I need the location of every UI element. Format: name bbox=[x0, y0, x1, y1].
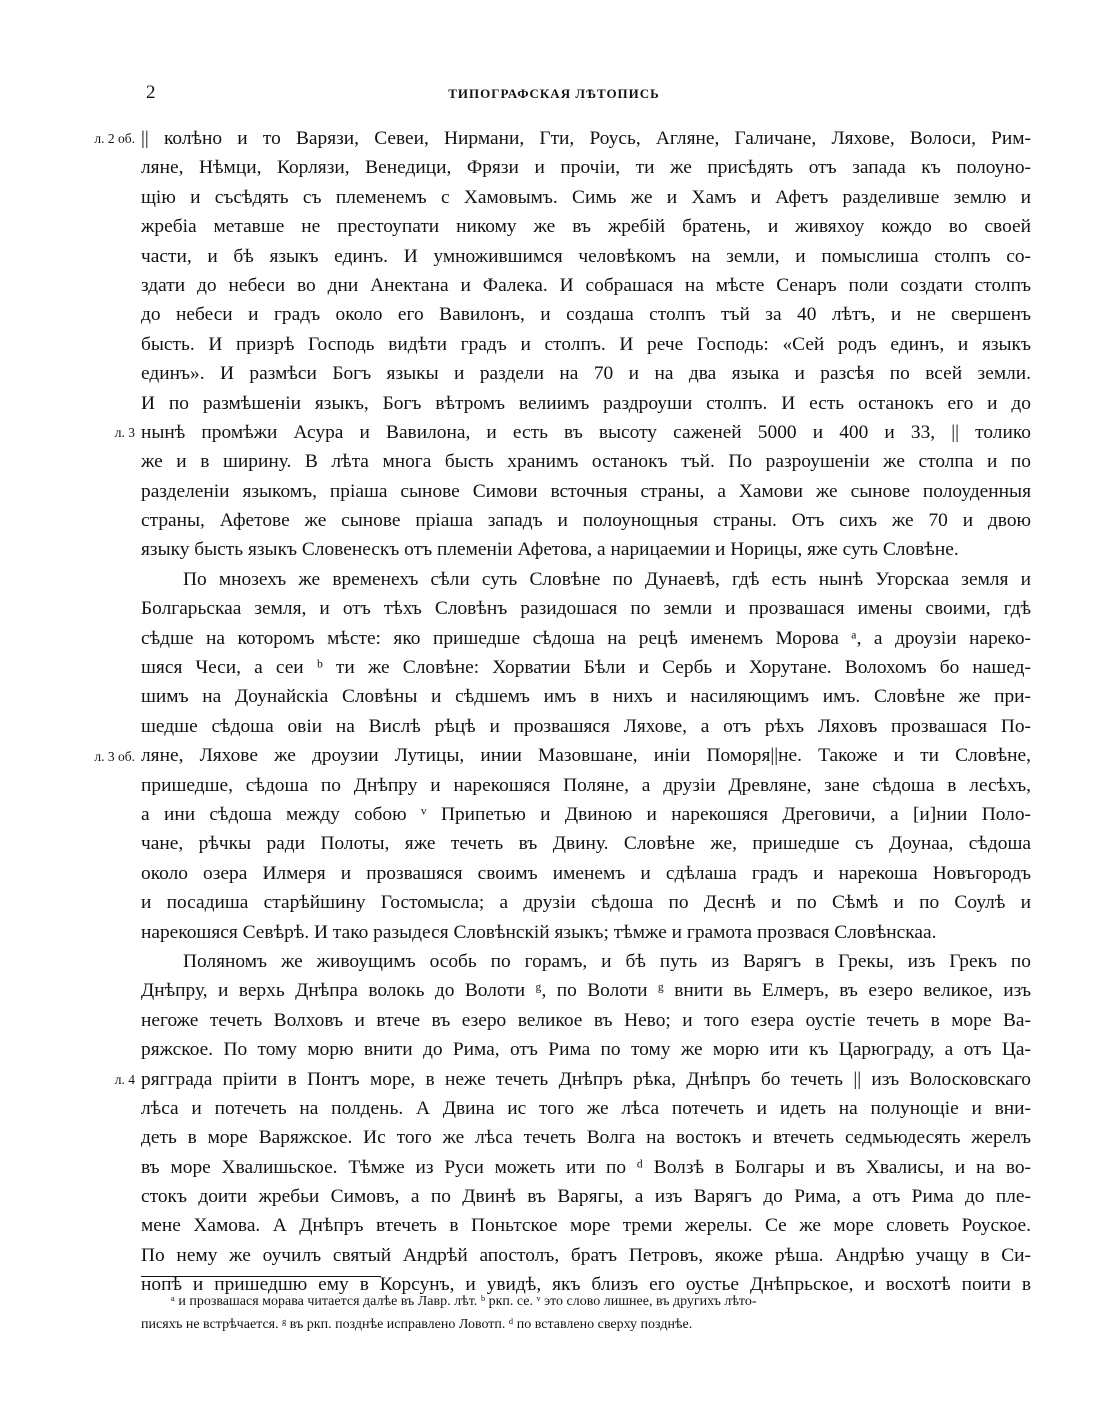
text-line: ряжское. По тому морю внити до Рима, отъ Рима по тому же морю ити къ Царюграду, а отъ Ца- bbox=[141, 1039, 1031, 1061]
text-line: стокъ доити жребьи Симовъ, а по Двинѣ въ Варягы, а изъ Варягъ до Рима, а отъ Рима до пле- bbox=[141, 1186, 1031, 1208]
text-line: въ море Хвалишьское. Тѣмже из Руси можеть ити по ᵈ Волзѣ в Болгары и въ Хвалисы, и на во- bbox=[141, 1156, 1031, 1178]
running-title: ТИПОГРАФСКАЯ ЛѢТОПИСЬ bbox=[448, 86, 660, 101]
text-line: нынѣ промѣжи Асура и Вавилона, и есть въ высоту саженей 5000 и 400 и 33, || толико bbox=[141, 421, 1031, 443]
footnotes bbox=[141, 1290, 1031, 1336]
text-line: около озера Илмеря и прозвашяся своимъ именемъ и сдѣлаша градъ и нарекоша Новъгородъ bbox=[141, 862, 1031, 884]
text-line: Днѣпру, и верхь Днѣпра волокь до Волоти ᵍ, по Волоти ᵍ внити вь Елмеръ, въ езеро великое, изъ bbox=[141, 980, 1031, 1002]
footnote-line: ᵃ и прозвашася морава читается далѣе въ Лавр. лѣт. ᵇ ркп. се. ᵛ это слово лишнее, въ другихъ лѣто- bbox=[171, 1294, 757, 1309]
text-line: пришедше, сѣдоша по Днѣпру и нарекошяся Поляне, а друзіи Древляне, зане сѣдоша в лесѣхъ, bbox=[141, 774, 1031, 796]
page-number: 2 bbox=[146, 82, 156, 103]
margin-note: л. 3 bbox=[114, 425, 135, 440]
text-line: По мнозехъ же временехъ сѣли суть Словѣне по Дунаевѣ, гдѣ есть нынѣ Угорскаа земля и bbox=[183, 568, 1031, 590]
text-line: ляне, Нѣмци, Корлязи, Венедици, Фрязи и прочіи, ти же присѣдять отъ запада къ полоуно- bbox=[141, 157, 1031, 179]
text-line: же и в ширину. В лѣта многа бысть хранимъ останокъ тъй. По разроушеніи же столпа и по bbox=[141, 451, 1031, 473]
text-line: негоже течеть Волховъ и втече въ езеро великое въ Нево; и того езера оустіе течеть в море Ва- bbox=[141, 1009, 1031, 1031]
text-line: шимъ на Доунайскіа Словѣны и сѣдшемъ имъ в нихъ и насиляющимъ имъ. Словѣне же при- bbox=[141, 686, 1031, 708]
text-line: а ини сѣдоша между собою ᵛ Припетью и Двиною и нарекошяся Дреговичи, а [и]нии Поло- bbox=[141, 803, 1031, 825]
text-line: сѣдше на которомъ мѣсте: яко пришедше сѣдоша на рецѣ именемъ Морова ᵃ, а дроузіи нареко- bbox=[141, 627, 1031, 649]
text-line: лѣса и потечеть на полдень. А Двина ис того же лѣса потечеть и идеть на полунощіе и вни- bbox=[141, 1097, 1031, 1119]
margin-note: л. 4 bbox=[114, 1072, 135, 1087]
footnote-line: писяхъ не встрѣчается. ᵍ въ ркп. позднѣе исправлено Ловотп. ᵈ по вставлено сверху позднѣе. bbox=[141, 1317, 693, 1332]
text-line: и посадиша старѣйшину Гостомысла; а друзіи сѣдоша по Деснѣ и по Сѣмѣ и по Соулѣ и bbox=[141, 892, 1031, 914]
text-line: Болгарьскаа земля, и отъ тѣхъ Словѣнъ разидошася по земли и прозвашася имены своими, гдѣ bbox=[141, 598, 1031, 620]
margin-note: л. 3 об. bbox=[94, 749, 135, 764]
text-line: рягграда прiити в Понтъ море, в неже течеть Днѣпръ рѣка, Днѣпръ бо течеть || изъ Волосковскаго bbox=[141, 1068, 1031, 1090]
text-line: щію и съсѣдять съ племенемъ с Хамовымъ. Симь же и Хамъ и Афетъ разделивше землю и bbox=[141, 186, 1031, 208]
text-line: нопѣ и пришедшю ему в Корсунъ, и увидѣ, якъ близъ его оустье Днѣпрьское, и восхотѣ поити в bbox=[141, 1274, 1031, 1296]
text-line: жребіа метавше не престоупати никому же въ жребій братень, и живяхоу кождо во своей bbox=[141, 216, 1031, 238]
text-line: шяся Чеси, а сеи ᵇ ти же Словѣне: Хорватии Бѣли и Сербь и Хорутане. Волохомъ бо нашед- bbox=[141, 657, 1031, 679]
text-line: бысть. И призрѣ Господь видѣти градъ и столпъ. И рече Господь: «Сей родъ единъ, и языкъ bbox=[141, 333, 1031, 355]
text-line: страны, Афетове же сынове пріаша западъ и полоунощныя страны. Отъ сихъ же 70 и двою bbox=[141, 510, 1031, 532]
text-line: деть в море Варяжское. Ис того же лѣса течеть Волга на востокъ и втечеть седмьюдесять жерелъ bbox=[141, 1127, 1031, 1149]
text-line: И по размѣшеніи языкъ, Богъ вѣтромъ велиимъ раздроуши столпъ. И есть останокъ его и до bbox=[141, 392, 1031, 414]
text-line: части, и бѣ языкъ единъ. И умножившимся человѣкомъ на земли, и помыслиша столпъ со- bbox=[141, 245, 1031, 267]
margin-note: л. 2 об. bbox=[94, 131, 135, 146]
text-line: до небеси и градъ около его Вавилонъ, и создаша столпъ тъй за 40 лѣтъ, и не свершенъ bbox=[141, 304, 1031, 326]
footnote-divider bbox=[141, 1276, 381, 1277]
text-line: ляне, Ляхове же дроузии Лутицы, инии Мазовшане, иніи Поморя||не. Такоже и ти Словѣне, bbox=[141, 745, 1031, 767]
text-line: шедше сѣдоша овіи на Вислѣ рѣцѣ и прозвашяся Ляхове, а отъ рѣхъ Ляховъ прозвашася По- bbox=[141, 715, 1031, 737]
text-line: нарекошяся Севѣрѣ. И тако разыдеся Словѣнскій языкъ; тѣмже и грамота прозвася Словѣнскаа. bbox=[141, 921, 937, 943]
text-line: чане, рѣчкы ради Полоты, яже течеть въ Двину. Словѣне же, пришедше съ Доунаа, сѣдоша bbox=[141, 833, 1031, 855]
text-line: || колѣно и то Варязи, Севеи, Нирмани, Гти, Роусь, Агляне, Галичане, Ляхове, Волоси, Рим- bbox=[141, 128, 1031, 149]
main-text bbox=[141, 124, 1031, 1300]
text-line: единъ». И размѣси Богъ языкы и раздели на 70 и на два языка и разсѣя по всей земли. bbox=[141, 363, 1031, 385]
text-line: мене Хамова. А Днѣпръ втечеть в Поньтское море треми жерелы. Се же море словеть Роуское. bbox=[141, 1215, 1031, 1237]
text-line: Поляномъ же живоущимъ особь по горамъ, и бѣ путь из Варягъ в Грекы, изъ Грекъ по bbox=[183, 950, 1031, 972]
text-line: здати до небеси во дни Анектана и Фалека. И собрашася на мѣсте Сенаръ поли создати столпъ bbox=[141, 274, 1031, 296]
text-line: разделеніи языкомъ, пріаша сынове Симови всточныя страны, а Хамови же сынове полоуденныя bbox=[141, 480, 1031, 502]
text-line: языку бысть языкъ Словенескъ отъ племеніи Афетова, а нарицаемии и Норицы, яже суть Словѣне. bbox=[141, 539, 959, 561]
text-line: По нему же оучилъ святый Андрѣй апостолъ, братъ Петровъ, якоже рѣша. Андрѣю учащу в Си- bbox=[141, 1244, 1031, 1266]
